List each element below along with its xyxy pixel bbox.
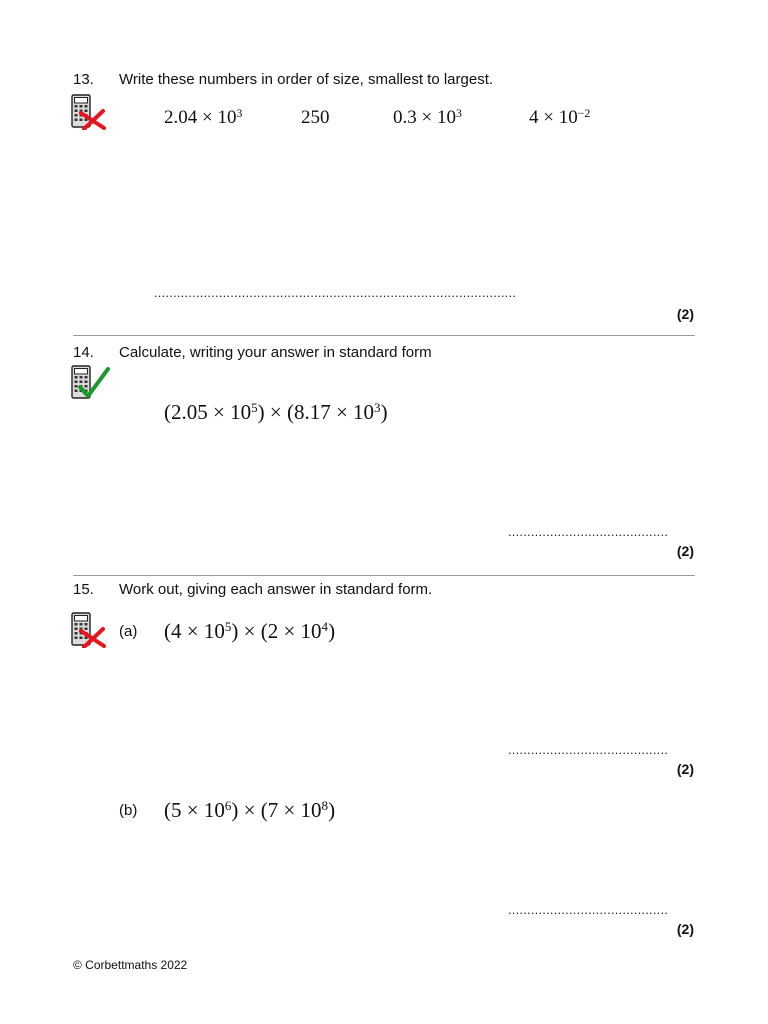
copyright-footer: © Corbettmaths 2022 [73,958,188,972]
q15a-expression: $(4 \times 10^5) \times (2 \times 10^4)$ [164,618,336,643]
q13-number: 13. [73,71,94,88]
q13-text: Write these numbers in order of size, smallest to largest. [119,71,494,88]
calculator-not-allowed-icon [70,612,110,648]
q13-answer-line[interactable]: ............................................................................................... [154,285,517,300]
q14-expression: $(2.05 \times 10^5) \times (8.17 \times 10^3)$ [164,399,388,424]
q14-answer-line[interactable]: .......................................... [508,524,669,539]
q13-number-3: $0.3 \times 10^3$ [393,106,462,128]
q15a-answer-line[interactable]: .......................................... [508,742,669,757]
divider [73,575,695,576]
q15a-label: (a) [119,623,138,640]
q14-marks: (2) [676,543,694,559]
q13-number-1: $2.04 \times 10^3$ [164,106,243,128]
q15b-expression: $(5 \times 10^6) \times (7 \times 10^8)$ [164,797,336,822]
q15-text: Work out, giving each answer in standard form. [119,581,433,598]
q15-number: 15. [73,581,94,598]
q13-number-2: 250 [301,107,330,128]
divider [73,335,695,336]
q15b-label: (b) [119,802,138,819]
calculator-allowed-icon [70,365,110,401]
q14-number: 14. [73,344,94,361]
calculator-not-allowed-icon [70,94,110,130]
q13-marks: (2) [676,306,694,322]
q13-number-4: $4 \times 10^{-2}$ [529,106,591,128]
q15a-marks: (2) [676,761,694,777]
q15b-marks: (2) [676,921,694,937]
q15b-answer-line[interactable]: .......................................... [508,902,669,917]
q14-text: Calculate, writing your answer in standard form [119,344,432,361]
